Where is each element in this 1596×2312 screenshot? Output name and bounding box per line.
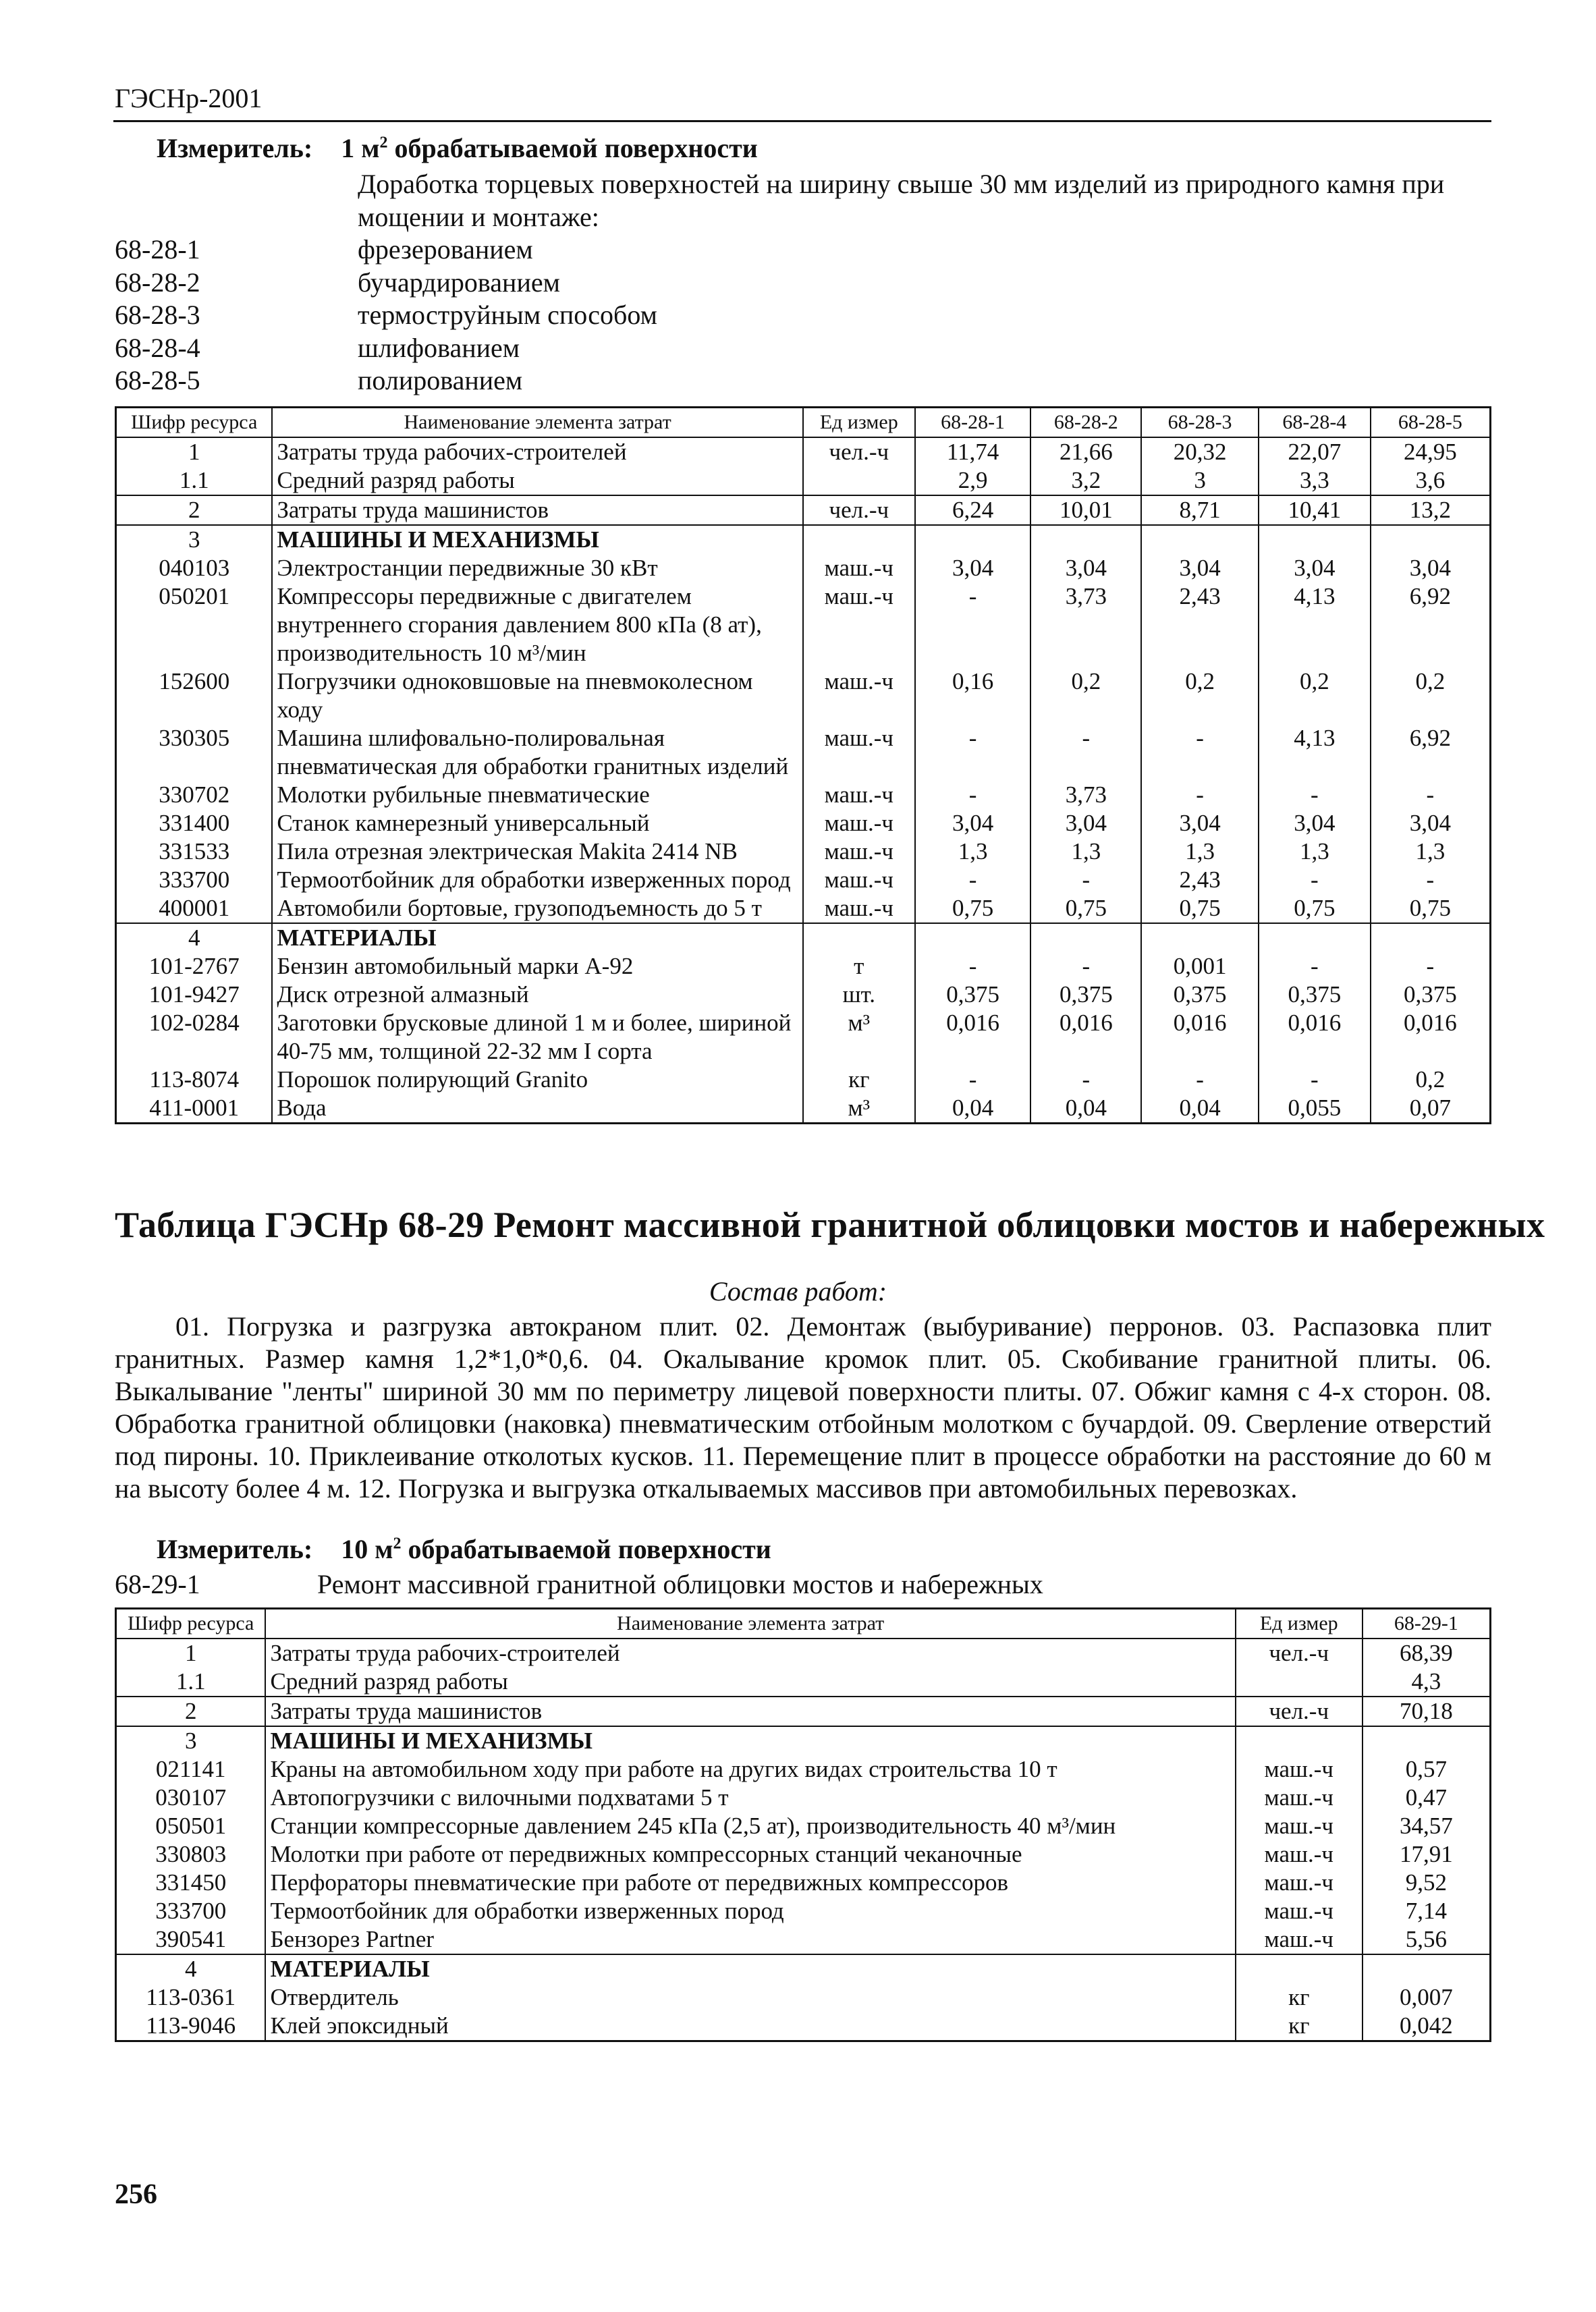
code: 68-28-3	[115, 300, 200, 330]
code-label: бучардированием	[358, 267, 560, 298]
table-row	[116, 866, 1491, 894]
norm-value: -	[915, 1066, 1031, 1094]
code-list	[115, 233, 657, 397]
table-row	[116, 1925, 1491, 1954]
norm-value: 3,04	[1141, 809, 1259, 837]
column-header: Ед измер	[1236, 1609, 1363, 1639]
code-label: термоструйным способом	[358, 300, 657, 330]
resource-name: Порошок полирующий Granito	[272, 1066, 802, 1094]
norm-value: 3,3	[1259, 466, 1371, 495]
resource-code: 333700	[116, 1897, 266, 1925]
norm-value	[1141, 525, 1259, 554]
column-header: Наименование элемента затрат	[272, 408, 802, 438]
measure-label: Измеритель:	[157, 1534, 313, 1564]
resource-code: 4	[116, 1954, 266, 1983]
unit: маш.-ч	[803, 781, 915, 809]
norm-value: 0,75	[915, 894, 1031, 923]
norm-value: 6,92	[1371, 724, 1491, 781]
norm-value: 4,13	[1259, 724, 1371, 781]
resource-code: 030107	[116, 1784, 266, 1812]
resource-name: Бензин автомобильный марки А-92	[272, 952, 802, 981]
norm-value: 0,04	[1030, 1094, 1141, 1124]
unit	[1236, 1726, 1363, 1755]
code: 68-28-5	[115, 365, 200, 395]
norm-value: 3,04	[1141, 554, 1259, 582]
table-row	[116, 1094, 1491, 1124]
unit: кг	[803, 1066, 915, 1094]
composition-heading: Состав работ:	[709, 1276, 887, 1306]
norm-value	[915, 525, 1031, 554]
norm-value: 0,2	[1259, 667, 1371, 724]
running-header: ГЭСНр-2001	[115, 83, 263, 113]
resource-name: Термоотбойник для обработки изверженных пород	[265, 1897, 1235, 1925]
norm-value: 10,41	[1259, 495, 1371, 525]
resource-code: 1.1	[116, 466, 273, 495]
resource-name: Затраты труда машинистов	[265, 1697, 1235, 1726]
table-row	[116, 1755, 1491, 1784]
resource-name: Пила отрезная электрическая Makita 2414 NB	[272, 837, 802, 866]
page-number: 256	[115, 2179, 157, 2210]
norm-value: 11,74	[915, 437, 1031, 466]
norm-value: 20,32	[1141, 437, 1259, 466]
resource-code: 101-9427	[116, 981, 273, 1009]
code: 68-28-1	[115, 234, 200, 265]
code-list-item	[115, 332, 657, 365]
unit: маш.-ч	[803, 866, 915, 894]
norm-value: 0,04	[915, 1094, 1031, 1124]
resource-name: Погрузчики одноковшовые на пневмоколесном ходу	[272, 667, 802, 724]
table-row	[116, 466, 1491, 495]
norm-value	[1371, 923, 1491, 952]
resource-code: 040103	[116, 554, 273, 582]
norm-value: 0,47	[1363, 1784, 1491, 1812]
resource-code: 4	[116, 923, 273, 952]
norm-value	[1259, 525, 1371, 554]
resource-code: 400001	[116, 894, 273, 923]
resource-name: МАШИНЫ И МЕХАНИЗМЫ	[265, 1726, 1235, 1755]
resource-code: 102-0284	[116, 1009, 273, 1066]
measure-line-2	[157, 1533, 771, 1565]
norm-value: 8,71	[1141, 495, 1259, 525]
resource-name: Станции компрессорные давлением 245 кПа (2,5 ат), производительность 40 м³/мин	[265, 1812, 1235, 1840]
norm-value: 0,001	[1141, 952, 1259, 981]
norm-value: 0,07	[1371, 1094, 1491, 1124]
norm-value: 0,2	[1371, 667, 1491, 724]
norm-value: 0,042	[1363, 2012, 1491, 2041]
column-header: 68-28-3	[1141, 408, 1259, 438]
norm-value	[915, 923, 1031, 952]
table-row	[116, 437, 1491, 466]
norm-value: 0,75	[1030, 894, 1141, 923]
norm-value: 68,39	[1363, 1639, 1491, 1668]
resource-name: МАТЕРИАЛЫ	[272, 923, 802, 952]
norm-value: 3,04	[1030, 554, 1141, 582]
resource-name: МАТЕРИАЛЫ	[265, 1954, 1235, 1983]
resource-name: Молотки рубильные пневматические	[272, 781, 802, 809]
resource-code: 330305	[116, 724, 273, 781]
unit: маш.-ч	[803, 667, 915, 724]
resource-name: Автомобили бортовые, грузоподъемность до 5 т	[272, 894, 802, 923]
norm-value: 0,375	[1030, 981, 1141, 1009]
norm-value: 1,3	[1259, 837, 1371, 866]
norm-value	[1363, 1726, 1491, 1755]
norm-value	[1363, 1954, 1491, 1983]
section-intro: Доработка торцевых поверхностей на ширину свыше 30 мм изделий из природного камня при мощении и монтаже:	[358, 169, 1445, 232]
norm-value: 0,375	[1141, 981, 1259, 1009]
norm-value: 3,04	[1259, 554, 1371, 582]
unit: маш.-ч	[803, 724, 915, 781]
unit: чел.-ч	[803, 495, 915, 525]
norm-value: -	[1030, 724, 1141, 781]
unit: м³	[803, 1094, 915, 1124]
unit: маш.-ч	[803, 837, 915, 866]
table-row	[116, 923, 1491, 952]
norm-value: -	[1259, 952, 1371, 981]
unit	[803, 525, 915, 554]
table-row	[116, 1009, 1491, 1066]
norm-value: -	[1141, 724, 1259, 781]
norm-value: 0,2	[1030, 667, 1141, 724]
norm-value: 70,18	[1363, 1697, 1491, 1726]
norm-value: -	[915, 866, 1031, 894]
norm-value	[1371, 525, 1491, 554]
resource-name: Станок камнерезный универсальный	[272, 809, 802, 837]
norm-value: 4,13	[1259, 582, 1371, 667]
resource-name: Заготовки брусковые длиной 1 м и более, шириной 40-75 мм, толщиной 22-32 мм I сорта	[272, 1009, 802, 1066]
unit: маш.-ч	[1236, 1812, 1363, 1840]
measure-line-1	[157, 132, 758, 164]
norm-value: 0,04	[1141, 1094, 1259, 1124]
norm-value: 9,52	[1363, 1869, 1491, 1897]
table-row	[116, 809, 1491, 837]
resource-name: Автопогрузчики с вилочными подхватами 5 т	[265, 1784, 1235, 1812]
resource-name: Затраты труда рабочих-строителей	[265, 1639, 1235, 1668]
resource-code: 3	[116, 1726, 266, 1755]
norm-value: 3,73	[1030, 582, 1141, 667]
norm-value: 1,3	[1371, 837, 1491, 866]
code: 68-29-1	[115, 1569, 200, 1599]
resource-code: 050201	[116, 582, 273, 667]
table-row	[116, 554, 1491, 582]
measure-label: Измеритель:	[157, 133, 313, 163]
norm-value: 0,016	[1371, 1009, 1491, 1066]
resource-code: 330702	[116, 781, 273, 809]
norm-value: 0,75	[1259, 894, 1371, 923]
table-row	[116, 495, 1491, 525]
norm-value: -	[915, 582, 1031, 667]
table-row	[116, 952, 1491, 981]
code-label: шлифованием	[358, 332, 520, 363]
code-label: полированием	[358, 365, 523, 395]
resource-name: Вода	[272, 1094, 802, 1124]
unit: маш.-ч	[1236, 1925, 1363, 1954]
norm-value: 6,92	[1371, 582, 1491, 667]
column-header: Ед измер	[803, 408, 915, 438]
unit: маш.-ч	[1236, 1869, 1363, 1897]
resource-name: Затраты труда машинистов	[272, 495, 802, 525]
code-line-68-29-1	[115, 1568, 1043, 1600]
resource-code: 1	[116, 437, 273, 466]
unit	[803, 923, 915, 952]
norm-value: 0,055	[1259, 1094, 1371, 1124]
resource-code: 152600	[116, 667, 273, 724]
resource-code: 331533	[116, 837, 273, 866]
table-row	[116, 1869, 1491, 1897]
column-header: 68-29-1	[1363, 1609, 1491, 1639]
norm-value: 0,016	[915, 1009, 1031, 1066]
norm-value: 4,3	[1363, 1668, 1491, 1697]
resource-code: 101-2767	[116, 952, 273, 981]
resource-name: Средний разряд работы	[265, 1668, 1235, 1697]
resource-code: 050501	[116, 1812, 266, 1840]
unit: маш.-ч	[803, 554, 915, 582]
resource-name: Молотки при работе от передвижных компрессорных станций чеканочные	[265, 1840, 1235, 1869]
unit: маш.-ч	[1236, 1755, 1363, 1784]
norm-value: 2,43	[1141, 582, 1259, 667]
norm-value: 3,2	[1030, 466, 1141, 495]
norm-value: 0,375	[1259, 981, 1371, 1009]
norm-value: 3,04	[915, 554, 1031, 582]
norm-value: -	[915, 781, 1031, 809]
measure-value-pre: 1 м	[341, 133, 380, 163]
norms-table-68-28	[115, 406, 1491, 1124]
norm-value: 3,6	[1371, 466, 1491, 495]
resource-name: Диск отрезной алмазный	[272, 981, 802, 1009]
norm-value: 3	[1141, 466, 1259, 495]
column-header: 68-28-1	[915, 408, 1031, 438]
norm-value: 13,2	[1371, 495, 1491, 525]
resource-code: 1	[116, 1639, 266, 1668]
norm-value: 0,75	[1141, 894, 1259, 923]
table-row	[116, 724, 1491, 781]
table-row	[116, 837, 1491, 866]
norm-value: 21,66	[1030, 437, 1141, 466]
norm-value	[1141, 923, 1259, 952]
unit: маш.-ч	[803, 894, 915, 923]
norm-value: 3,04	[1371, 809, 1491, 837]
unit: маш.-ч	[1236, 1784, 1363, 1812]
resource-code: 113-8074	[116, 1066, 273, 1094]
resource-name: Перфораторы пневматические при работе от передвижных компрессоров	[265, 1869, 1235, 1897]
measure-sup: 2	[379, 134, 388, 152]
norm-value: -	[1259, 781, 1371, 809]
norm-value: -	[915, 724, 1031, 781]
table-row	[116, 1066, 1491, 1094]
norm-value: 34,57	[1363, 1812, 1491, 1840]
unit: т	[803, 952, 915, 981]
norm-value: -	[1141, 1066, 1259, 1094]
unit: чел.-ч	[1236, 1697, 1363, 1726]
resource-code: 331400	[116, 809, 273, 837]
measure-sup: 2	[393, 1535, 402, 1553]
resource-code: 113-9046	[116, 2012, 266, 2041]
resource-code: 113-0361	[116, 1983, 266, 2012]
norm-value: 0,2	[1371, 1066, 1491, 1094]
norm-value: 7,14	[1363, 1897, 1491, 1925]
resource-name: Отвердитель	[265, 1983, 1235, 2012]
composition-text: 01. Погрузка и разгрузка автокраном плит. 02. Демонтаж (выбуривание) перронов. 03. Распазовка плит гранитных. Размер камня 1,2*1,0*0,6. 04. Окалывание кромок плит. 05. Скобивание гранитной плиты. 06. Выкалывание "ленты" шириной 30 мм по периметру лицевой поверхности плиты. 07. Обжиг камня с 4-х сторон. 08. Обработка гранитной облицовки (наковка) пневматическим отбойным молотком с бучардой. 09. Сверление отверстий под пироны. 10. Приклеивание отколотых кусков. 11. Перемещение плит в процессе обработки на расстояние до 60 м на высоту более 4 м. 12. Погрузка и выгрузка откалываемых массивов при автомобильных перевозках.	[115, 1311, 1491, 1504]
unit: маш.-ч	[1236, 1897, 1363, 1925]
measure-value-post: обрабатываемой поверхности	[401, 1534, 771, 1564]
table-row	[116, 1983, 1491, 2012]
table-title-68-29: Таблица ГЭСНр 68-29 Ремонт массивной гранитной облицовки мостов и набережных	[115, 1205, 1545, 1245]
unit: маш.-ч	[803, 809, 915, 837]
resource-name: МАШИНЫ И МЕХАНИЗМЫ	[272, 525, 802, 554]
unit	[1236, 1668, 1363, 1697]
resource-code: 330803	[116, 1840, 266, 1869]
table-row	[116, 1726, 1491, 1755]
norms-table-68-29	[115, 1607, 1491, 2042]
code-list-item	[115, 364, 657, 397]
norm-value: -	[1030, 1066, 1141, 1094]
table-row	[116, 1897, 1491, 1925]
code-label: фрезерованием	[358, 234, 533, 265]
resource-code: 390541	[116, 1925, 266, 1954]
norm-value: 0,016	[1030, 1009, 1141, 1066]
table-row	[116, 1812, 1491, 1840]
norm-value: 22,07	[1259, 437, 1371, 466]
code-label: Ремонт массивной гранитной облицовки мостов и набережных	[317, 1569, 1043, 1599]
unit: шт.	[803, 981, 915, 1009]
resource-code: 1.1	[116, 1668, 266, 1697]
code-list-item	[115, 299, 657, 332]
unit: кг	[1236, 2012, 1363, 2041]
resource-name: Средний разряд работы	[272, 466, 802, 495]
table-row	[116, 1840, 1491, 1869]
resource-code: 3	[116, 525, 273, 554]
measure-value-pre: 10 м	[341, 1534, 393, 1564]
column-header: Шифр ресурса	[116, 408, 273, 438]
table-row	[116, 1697, 1491, 1726]
table-row	[116, 582, 1491, 667]
norm-value: 0,007	[1363, 1983, 1491, 2012]
norm-value	[1030, 923, 1141, 952]
norm-value: 3,73	[1030, 781, 1141, 809]
norm-value: 3,04	[1371, 554, 1491, 582]
resource-name: Бензорез Partner	[265, 1925, 1235, 1954]
code-list-item	[115, 267, 657, 300]
resource-name: Затраты труда рабочих-строителей	[272, 437, 802, 466]
resource-code: 2	[116, 495, 273, 525]
resource-name: Машина шлифовально-полировальная пневматическая для обработки гранитных изделий	[272, 724, 802, 781]
norm-value: -	[1030, 866, 1141, 894]
unit: м³	[803, 1009, 915, 1066]
table-row	[116, 1668, 1491, 1697]
resource-name: Компрессоры передвижные с двигателем внутреннего сгорания давлением 800 кПа (8 ат), производительность 10 м³/мин	[272, 582, 802, 667]
resource-code: 333700	[116, 866, 273, 894]
norm-value: 2,43	[1141, 866, 1259, 894]
norm-value: 24,95	[1371, 437, 1491, 466]
resource-name: Клей эпоксидный	[265, 2012, 1235, 2041]
norm-value: 0,016	[1259, 1009, 1371, 1066]
norm-value: 3,04	[1030, 809, 1141, 837]
column-header: 68-28-4	[1259, 408, 1371, 438]
code: 68-28-2	[115, 267, 200, 298]
table-row	[116, 1784, 1491, 1812]
resource-code: 2	[116, 1697, 266, 1726]
measure-value-post: обрабатываемой поверхности	[387, 133, 758, 163]
norm-value: 5,56	[1363, 1925, 1491, 1954]
norm-value: -	[1141, 781, 1259, 809]
resource-name: Термоотбойник для обработки изверженных пород	[272, 866, 802, 894]
norm-value: -	[1259, 1066, 1371, 1094]
norm-value: 1,3	[1141, 837, 1259, 866]
resource-name: Электростанции передвижные 30 кВт	[272, 554, 802, 582]
table-row	[116, 525, 1491, 554]
norm-value	[1030, 525, 1141, 554]
unit: маш.-ч	[1236, 1840, 1363, 1869]
unit	[1236, 1954, 1363, 1983]
unit: кг	[1236, 1983, 1363, 2012]
column-header: 68-28-2	[1030, 408, 1141, 438]
table-row	[116, 1954, 1491, 1983]
header-rule	[113, 120, 1491, 122]
norm-value: 0,375	[915, 981, 1031, 1009]
resource-code: 411-0001	[116, 1094, 273, 1124]
table-row	[116, 981, 1491, 1009]
norm-value: 0,75	[1371, 894, 1491, 923]
unit: чел.-ч	[1236, 1639, 1363, 1668]
table-row	[116, 667, 1491, 724]
norm-value: 17,91	[1363, 1840, 1491, 1869]
column-header: Шифр ресурса	[116, 1609, 266, 1639]
code-list-item	[115, 233, 657, 267]
norm-value	[1259, 923, 1371, 952]
unit: чел.-ч	[803, 437, 915, 466]
norm-value: -	[915, 952, 1031, 981]
norm-value: 6,24	[915, 495, 1031, 525]
norm-value: -	[1030, 952, 1141, 981]
norm-value: 3,04	[1259, 809, 1371, 837]
norm-value: -	[1371, 952, 1491, 981]
norm-value: 10,01	[1030, 495, 1141, 525]
norm-value: 3,04	[915, 809, 1031, 837]
table-row	[116, 1639, 1491, 1668]
resource-code: 331450	[116, 1869, 266, 1897]
norm-value: 1,3	[915, 837, 1031, 866]
unit	[803, 466, 915, 495]
norm-value: 0,16	[915, 667, 1031, 724]
norm-value: 1,3	[1030, 837, 1141, 866]
norm-value: 0,57	[1363, 1755, 1491, 1784]
resource-name: Краны на автомобильном ходу при работе на других видах строительства 10 т	[265, 1755, 1235, 1784]
unit: маш.-ч	[803, 582, 915, 667]
norm-value: 0,375	[1371, 981, 1491, 1009]
table-row	[116, 781, 1491, 809]
resource-code: 021141	[116, 1755, 266, 1784]
norm-value: -	[1371, 866, 1491, 894]
column-header: 68-28-5	[1371, 408, 1491, 438]
norm-value: 0,016	[1141, 1009, 1259, 1066]
column-header: Наименование элемента затрат	[265, 1609, 1235, 1639]
norm-value: 0,2	[1141, 667, 1259, 724]
code: 68-28-4	[115, 332, 200, 363]
norm-value: -	[1371, 781, 1491, 809]
norm-value: 2,9	[915, 466, 1031, 495]
norm-value: -	[1259, 866, 1371, 894]
table-row	[116, 2012, 1491, 2041]
table-row	[116, 894, 1491, 923]
